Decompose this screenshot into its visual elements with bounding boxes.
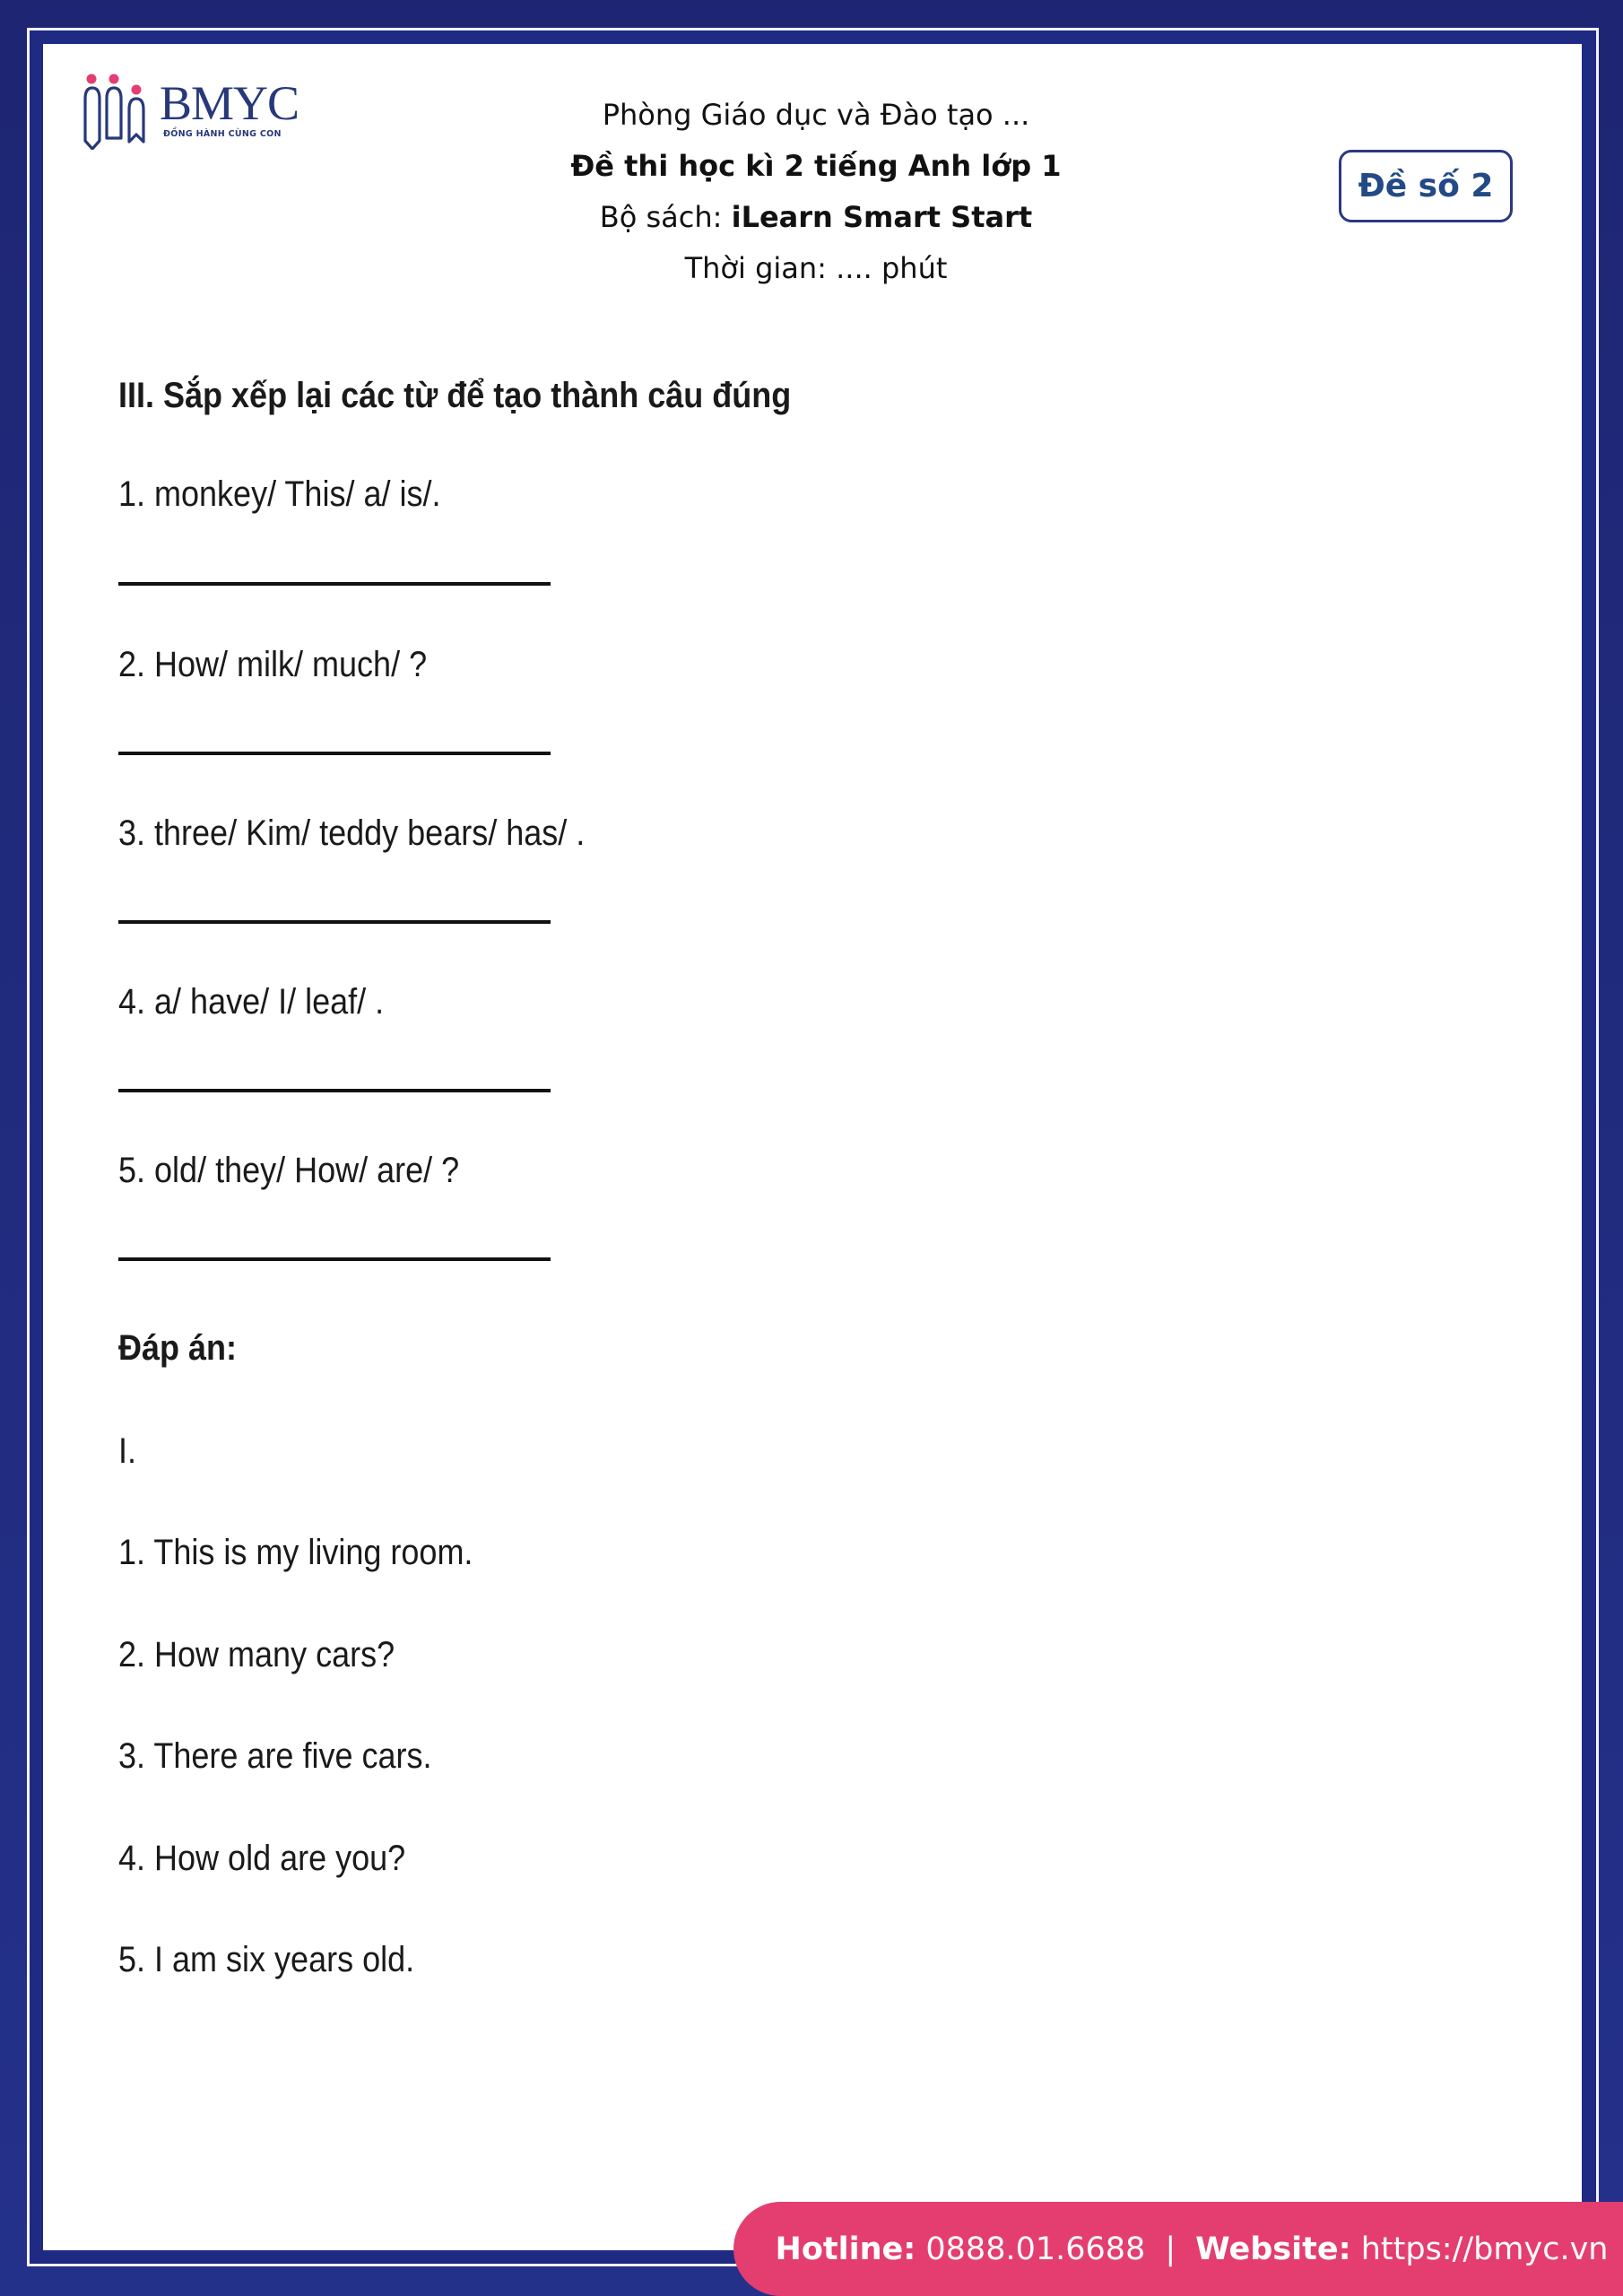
answer-4: 4. How old are you? (118, 1839, 406, 1878)
book-series-line (502, 192, 1130, 243)
department-line: Phòng Giáo dục và Đào tạo ... (602, 98, 1030, 132)
question-2: 2. How/ milk/ much/ ? (118, 645, 428, 684)
question-5: 5. old/ they/ How/ are/ ? (118, 1151, 460, 1190)
answer-blank-5[interactable] (118, 1257, 551, 1261)
answers-title: Đáp án: (118, 1328, 238, 1368)
brand-tagline: ĐỒNG HÀNH CÙNG CON (163, 129, 282, 139)
answer-blank-4[interactable] (118, 1089, 551, 1092)
exam-header (502, 90, 1130, 294)
book-series-label: Bộ sách: (599, 200, 732, 234)
answer-3: 3. There are five cars. (118, 1736, 432, 1776)
exam-number-badge: Đề số 2 (1339, 150, 1513, 222)
answer-2: 2. How many cars? (118, 1635, 395, 1674)
hotline-label: Hotline: (775, 2231, 916, 2267)
hotline-number[interactable]: 0888.01.6688 (925, 2231, 1146, 2267)
answer-blank-2[interactable] (118, 752, 551, 755)
question-3: 3. three/ Kim/ teddy bears/ has/ . (118, 813, 586, 853)
contact-footer (733, 2202, 1623, 2296)
duration-line: Thời gian: .... phút (684, 251, 948, 285)
section-title: III. Sắp xếp lại các từ để tạo thành câu đúng (118, 376, 792, 415)
website-link[interactable]: https://bmyc.vn (1360, 2231, 1609, 2267)
answer-1: 1. This is my living room. (118, 1533, 473, 1572)
brand-name: BMYC (160, 76, 299, 130)
answer-blank-1[interactable] (118, 582, 551, 586)
bmyc-logo (82, 74, 307, 150)
answer-5: 5. I am six years old. (118, 1940, 415, 1979)
book-series-value: iLearn Smart Start (731, 200, 1033, 234)
family-figures-icon (82, 74, 154, 150)
exam-title: Đề thi học kì 2 tiếng Anh lớp 1 (570, 149, 1062, 183)
answer-blank-3[interactable] (118, 920, 551, 924)
question-4: 4. a/ have/ I/ leaf/ . (118, 982, 385, 1022)
question-1: 1. monkey/ This/ a/ is/. (118, 474, 441, 514)
footer-separator: | (1165, 2231, 1176, 2267)
website-label: Website: (1195, 2231, 1351, 2267)
answers-part-label: I. (118, 1431, 137, 1471)
